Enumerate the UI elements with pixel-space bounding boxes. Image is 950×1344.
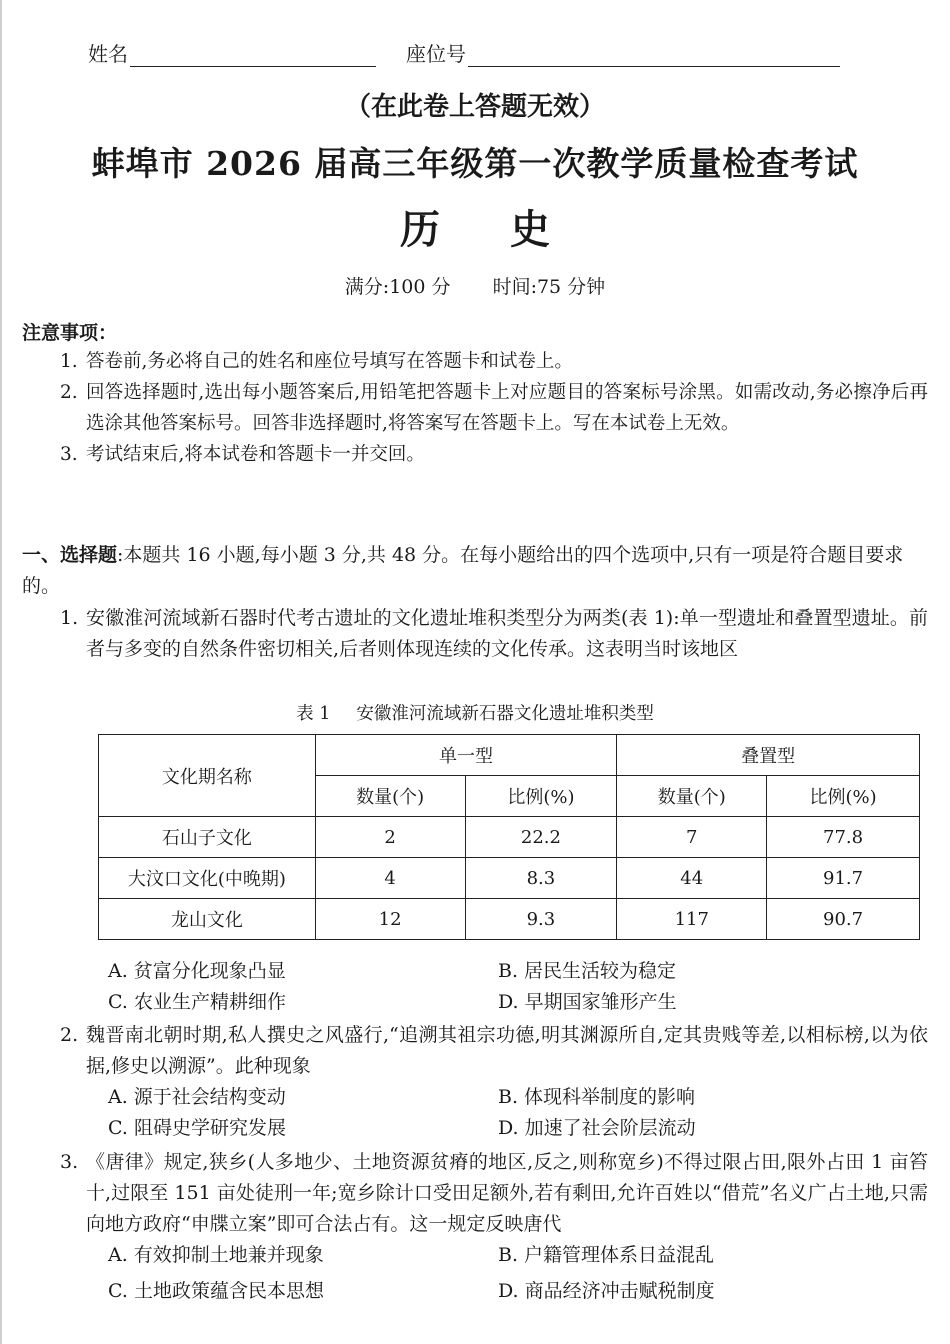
question-1-options xyxy=(108,956,928,1018)
question-3-options-row1 xyxy=(108,1240,928,1271)
table-cell: 4 xyxy=(315,858,465,899)
table-cell: 22.2 xyxy=(465,817,617,858)
table-cell: 91.7 xyxy=(767,858,920,899)
question-2 xyxy=(60,1020,928,1082)
option-b[interactable]: B. 户籍管理体系日益混乱 xyxy=(498,1244,715,1266)
question-stem: 《唐律》规定,狭乡(人多地少、土地资源贫瘠的地区,反之,则称宽乡)不得过限占田,限外占田 1 亩笞十,过限至 151 亩处徒刑一年;宽乡除计口受田足额外,若有剩田,允许百姓以“借荒”名义广占土地,只需向地方政府“申牒立案”即可合法占有。这一规定反映唐代 xyxy=(86,1151,928,1235)
seat-label: 座位号 xyxy=(406,42,466,66)
option-a[interactable]: A. 源于社会结构变动 xyxy=(108,1086,286,1108)
table-1 xyxy=(98,734,920,940)
question-1 xyxy=(60,603,928,665)
note-text: 考试结束后,将本试卷和答题卡一并交回。 xyxy=(86,444,425,465)
seat-blank xyxy=(468,46,840,67)
exam-title: 蚌埠市 2026 届高三年级第一次教学质量检查考试 xyxy=(91,144,859,183)
table-cell: 2 xyxy=(315,817,465,858)
table-1-number: 表 1 xyxy=(296,704,331,724)
option-c[interactable]: C. 农业生产精耕细作 xyxy=(108,991,286,1013)
option-c[interactable]: C. 土地政策蕴含民本思想 xyxy=(108,1280,324,1302)
table-cell: 龙山文化 xyxy=(99,899,316,940)
table-cell: 8.3 xyxy=(465,858,617,899)
note-item xyxy=(60,346,928,377)
table-1-caption xyxy=(0,700,950,725)
table-1-title: 安徽淮河流域新石器文化遗址堆积类型 xyxy=(356,704,654,724)
table-cell: 117 xyxy=(617,899,767,940)
score-time-line xyxy=(0,272,950,299)
table-header-single: 单一型 xyxy=(315,735,617,776)
table-cell: 77.8 xyxy=(767,817,920,858)
option-d[interactable]: D. 商品经济冲击赋税制度 xyxy=(498,1280,715,1302)
subject-title: 历史 xyxy=(400,206,620,253)
option-b[interactable]: B. 体现科举制度的影响 xyxy=(498,1086,696,1108)
notes-heading: 注意事项： xyxy=(22,322,118,344)
section-1-text: :本题共 16 小题,每小题 3 分,共 48 分。在每小题给出的四个选项中,只有一项是符合题目要求的。 xyxy=(22,544,904,597)
option-d[interactable]: D. 加速了社会阶层流动 xyxy=(498,1117,696,1139)
invalid-warning: （在此卷上答题无效） xyxy=(344,92,605,122)
table-row xyxy=(99,858,920,899)
table-cell: 90.7 xyxy=(767,899,920,940)
table-cell: 7 xyxy=(617,817,767,858)
table-header-count: 数量(个) xyxy=(315,776,465,817)
section-1-heading: 一、选择题 xyxy=(22,544,118,566)
section-1-intro xyxy=(22,540,928,602)
table-header-name: 文化期名称 xyxy=(99,735,316,817)
table-header-overlap: 叠置型 xyxy=(617,735,920,776)
table-row xyxy=(99,817,920,858)
question-stem: 安徽淮河流域新石器时代考古遗址的文化遗址堆积类型分为两类(表 1):单一型遗址和叠置型遗址。前者与多变的自然条件密切相关,后者则体现连续的文化传承。这表明当时该地区 xyxy=(86,607,928,660)
option-a[interactable]: A. 有效抑制土地兼并现象 xyxy=(108,1244,324,1266)
student-info-line xyxy=(88,38,840,67)
note-number: 3. xyxy=(60,444,78,465)
table-cell: 大汶口文化(中晚期) xyxy=(99,858,316,899)
question-number: 3. xyxy=(60,1151,79,1173)
table-header-ratio: 比例(%) xyxy=(767,776,920,817)
question-2-options xyxy=(108,1082,928,1144)
question-3-options-row2-cropped xyxy=(108,1276,928,1302)
note-text: 回答选择题时,选出每小题答案后,用铅笔把答题卡上对应题目的答案标号涂黑。如需改动,务必擦净后再选涂其他答案标号。回答非选择题时,将答案写在答题卡上。写在本试卷上无效。 xyxy=(86,382,928,434)
note-item xyxy=(60,439,928,470)
name-label: 姓名 xyxy=(88,42,128,66)
name-blank xyxy=(130,46,376,67)
note-text: 答卷前,务必将自己的姓名和座位号填写在答题卡和试卷上。 xyxy=(86,351,573,372)
exam-time: 时间:75 分钟 xyxy=(492,276,606,298)
table-header-ratio: 比例(%) xyxy=(465,776,617,817)
question-number: 1. xyxy=(60,607,79,629)
option-c[interactable]: C. 阻碍史学研究发展 xyxy=(108,1117,286,1139)
note-item xyxy=(60,377,928,439)
note-number: 2. xyxy=(60,382,78,403)
question-stem: 魏晋南北朝时期,私人撰史之风盛行,“追溯其祖宗功德,明其渊源所自,定其贵贱等差,以相标榜,以为依据,修史以溯源”。此种现象 xyxy=(86,1024,928,1077)
notes-list xyxy=(60,346,928,470)
option-b[interactable]: B. 居民生活较为稳定 xyxy=(498,960,677,982)
question-number: 2. xyxy=(60,1024,79,1046)
table-cell: 9.3 xyxy=(465,899,617,940)
option-a[interactable]: A. 贫富分化现象凸显 xyxy=(108,960,286,982)
table-row xyxy=(99,899,920,940)
table-cell: 石山子文化 xyxy=(99,817,316,858)
question-3 xyxy=(60,1147,928,1240)
full-score: 满分:100 分 xyxy=(344,276,451,298)
table-cell: 44 xyxy=(617,858,767,899)
note-number: 1. xyxy=(60,351,78,372)
table-header-count: 数量(个) xyxy=(617,776,767,817)
table-cell: 12 xyxy=(315,899,465,940)
option-d[interactable]: D. 早期国家雏形产生 xyxy=(498,991,677,1013)
